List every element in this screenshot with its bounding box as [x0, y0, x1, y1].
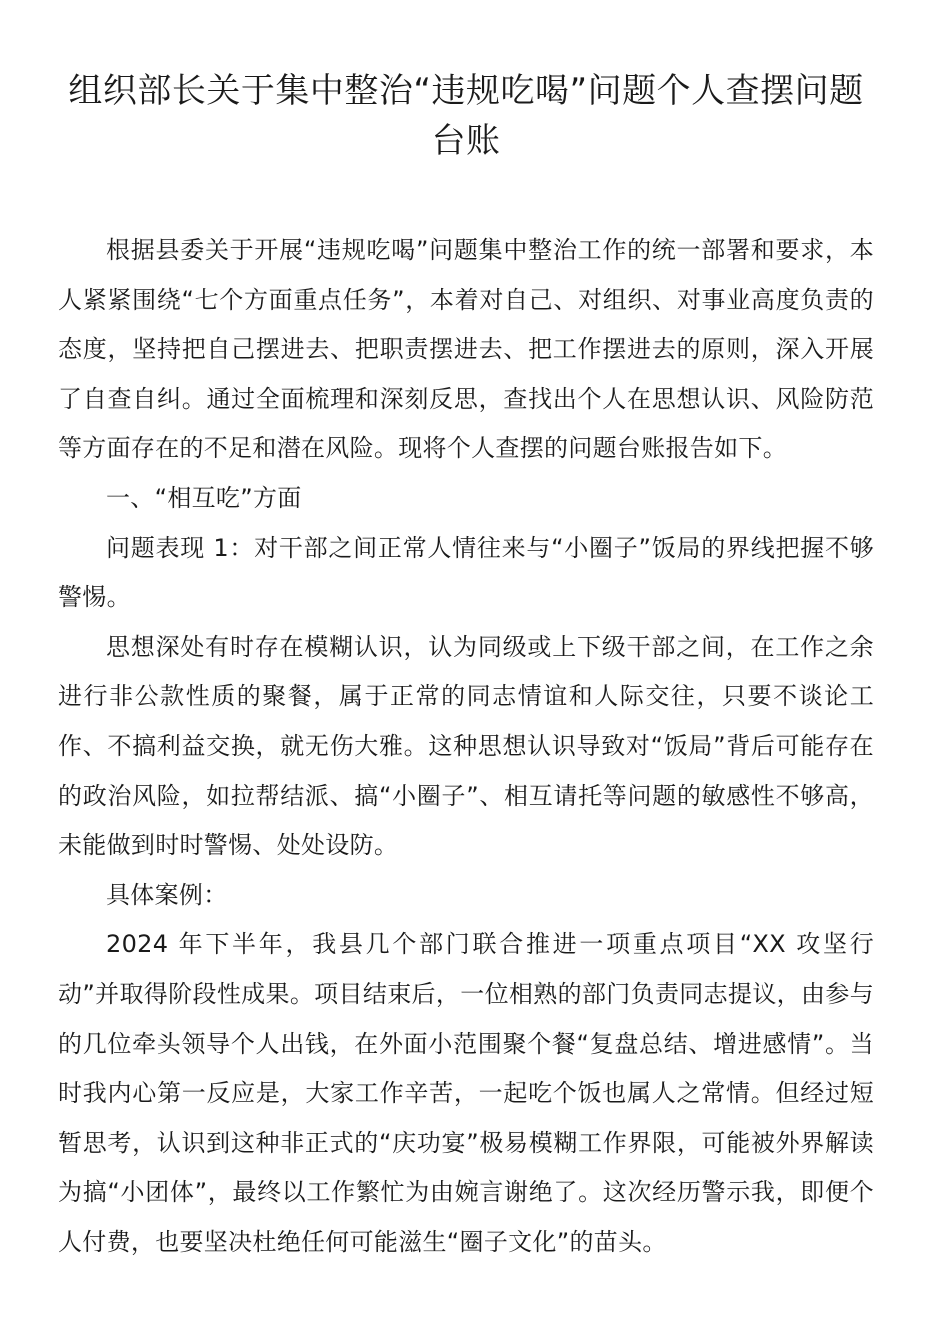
section-heading: 一、“相互吃”方面 — [106, 483, 302, 512]
case-label: 具体案例： — [106, 880, 228, 909]
problem-statement: 问题表现 1：对干部之间正常人情往来与“小圈子”饭局的界线把握不够警惕。 — [58, 533, 874, 612]
intro-paragraph: 根据县委关于开展“违规吃喝”问题集中整治工作的统一部署和要求，本人紧紧围绕“七个方面重点任务”，本着对自己、对组织、对事业高度负责的态度，坚持把自己摆进去、把职责摆进去、把工作摆进去的原则，深入开展了自查自纠。通过全面梳理和深刻反思，查找出个人在思想认识、风险防范等方面存在的不足和潜在风险。现将个人查摆的问题台账报告如下。 — [58, 236, 874, 463]
document-title: 组织部长关于集中整治“违规吃喝”问题个人查摆问题台账 — [68, 71, 864, 161]
document-body — [58, 226, 874, 1267]
analysis-paragraph: 思想深处有时存在模糊认识，认为同级或上下级干部之间，在工作之余进行非公款性质的聚餐，属于正常的同志情谊和人际交往，只要不谈论工作、不搞利益交换，就无伤大雅。这种思想认识导致对“饭局”背后可能存在的政治风险，如拉帮结派、搞“小圈子”、相互请托等问题的敏感性不够高，未能做到时时警惕、处处设防。 — [58, 632, 874, 860]
case-paragraph: 2024 年下半年，我县几个部门联合推进一项重点项目“XX 攻坚行动”并取得阶段性成果。项目结束后，一位相熟的部门负责同志提议，由参与的几位牵头领导个人出钱，在外面小范围聚个餐“复盘总结、增进感情”。当时我内心第一反应是，大家工作辛苦，一起吃个饭也属人之常情。但经过短暂思考，认识到这种非正式的“庆功宴”极易模糊工作界限，可能被外界解读为搞“小团体”，最终以工作繁忙为由婉言谢绝了。这次经历警示我，即便个人付费，也要坚决杜绝任何可能滋生“圈子文化”的苗头。 — [58, 930, 874, 1256]
